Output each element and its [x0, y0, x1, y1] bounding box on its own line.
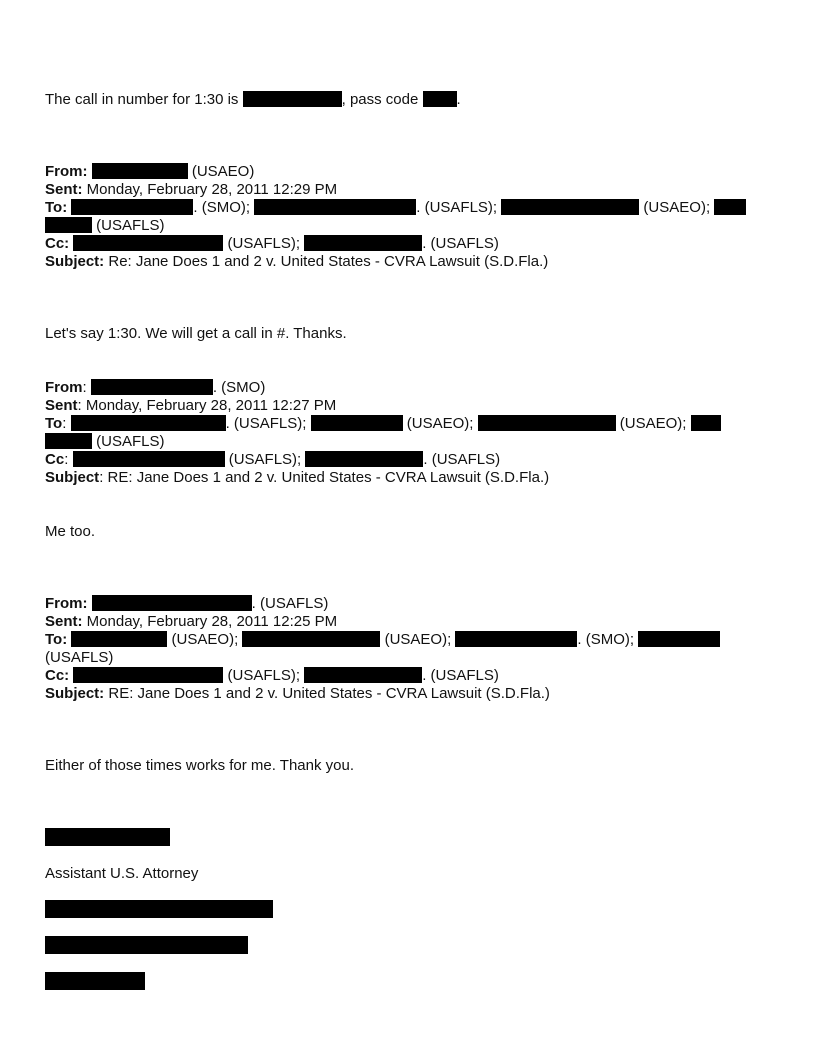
subject-label: Subject: [45, 469, 100, 486]
subject-value: RE: Jane Does 1 and 2 v. United States - CVRA Lawsuit (S.D.Fla.): [103, 469, 550, 486]
signature-redaction: [45, 972, 145, 990]
signature-name-redaction: [45, 828, 170, 846]
sent-line: [45, 613, 337, 631]
redaction-block: [45, 433, 92, 449]
label-colon: :: [62, 415, 67, 432]
to-recipient: . (SMO);: [577, 631, 635, 648]
sent-value: Monday, February 28, 2011 12:25 PM: [82, 613, 338, 630]
to-recipient: (USAEO);: [380, 631, 452, 648]
intro-text: The call in number for 1:30 is: [45, 91, 239, 108]
email-body-1: Let's say 1:30. We will get a call in #. Thanks.: [45, 325, 347, 342]
from-label: From: [45, 379, 83, 396]
cc-recipient: (USAFLS);: [223, 235, 301, 252]
from-line: [45, 379, 265, 397]
subject-value: RE: Jane Does 1 and 2 v. United States - CVRA Lawsuit (S.D.Fla.): [104, 685, 550, 702]
cc-recipient: . (USAFLS): [422, 667, 499, 684]
redaction-block: [714, 199, 746, 215]
redaction-block: [73, 235, 223, 251]
subject-label: Subject:: [45, 253, 105, 270]
redaction-block: [304, 235, 422, 251]
sent-label: Sent:: [45, 613, 83, 630]
from-label: From:: [45, 163, 88, 180]
from-org: . (SMO): [212, 379, 266, 396]
subject-value: Re: Jane Does 1 and 2 v. United States - CVRA Lawsuit (S.D.Fla.): [104, 253, 549, 270]
redaction-block: [92, 595, 252, 611]
redaction-block: [243, 91, 342, 107]
signature-title: Assistant U.S. Attorney: [45, 865, 199, 882]
label-colon: :: [99, 469, 104, 486]
from-label: From:: [45, 595, 88, 612]
redaction-block: [304, 667, 422, 683]
redaction-block: [478, 415, 616, 431]
intro-text: , pass code: [341, 91, 419, 108]
cc-recipient: . (USAFLS): [423, 451, 501, 468]
redaction-block: [455, 631, 577, 647]
cc-line: [45, 667, 499, 685]
to-recipient: (USAEO);: [639, 199, 711, 216]
to-recipient: (USAFLS): [92, 433, 165, 450]
to-line-cont: [45, 217, 165, 235]
cc-recipient: (USAFLS);: [224, 451, 302, 468]
to-recipient: . (SMO);: [193, 199, 251, 216]
sent-value: Monday, February 28, 2011 12:27 PM: [81, 397, 337, 414]
cc-label: Cc: [45, 451, 65, 468]
to-label: To:: [45, 199, 68, 216]
to-recipient: (USAFLS): [92, 217, 165, 234]
subject-label: Subject:: [45, 685, 105, 702]
to-line: [45, 199, 746, 217]
from-line: [45, 595, 328, 613]
redaction-block: [71, 199, 193, 215]
redaction-block: [242, 631, 380, 647]
sent-label: Sent:: [45, 181, 83, 198]
signature-redaction: [45, 900, 273, 918]
redaction-block: [254, 199, 416, 215]
cc-line: [45, 235, 499, 253]
from-line: [45, 163, 254, 181]
to-recipient: . (USAFLS);: [416, 199, 498, 216]
redaction-block: [45, 217, 92, 233]
label-colon: :: [77, 397, 82, 414]
redaction-block: [73, 451, 225, 467]
redaction-block: [91, 379, 213, 395]
intro-line: [45, 91, 461, 109]
email-body-2: Me too.: [45, 523, 96, 540]
to-recipient: (USAEO);: [167, 631, 239, 648]
cc-recipient: . (USAFLS): [422, 235, 499, 252]
sent-label: Sent: [45, 397, 78, 414]
to-line-cont: [45, 649, 113, 667]
signature-redaction: [45, 936, 248, 954]
redaction-block: [423, 91, 457, 107]
from-org: (USAEO): [187, 163, 255, 180]
intro-text: .: [456, 91, 461, 108]
to-line: [45, 631, 720, 649]
redaction-block: [311, 415, 403, 431]
to-label: To: [45, 415, 63, 432]
cc-recipient: (USAFLS);: [223, 667, 301, 684]
redaction-block: [638, 631, 720, 647]
redaction-block: [71, 415, 226, 431]
to-recipient: (USAFLS): [45, 649, 114, 666]
cc-label: Cc:: [45, 667, 70, 684]
to-line-cont: [45, 433, 165, 451]
sent-line: [45, 397, 336, 415]
email-body-3: Either of those times works for me. Thank you.: [45, 757, 355, 774]
redaction-block: [71, 631, 167, 647]
subject-line: [45, 469, 549, 487]
cc-line: [45, 451, 500, 469]
to-label: To:: [45, 631, 68, 648]
cc-label: Cc:: [45, 235, 70, 252]
label-colon: :: [82, 379, 87, 396]
subject-line: [45, 685, 550, 703]
redaction-block: [73, 667, 223, 683]
to-line: [45, 415, 721, 433]
subject-line: [45, 253, 548, 271]
redaction-block: [501, 199, 639, 215]
from-org: . (USAFLS): [251, 595, 329, 612]
redaction-block: [691, 415, 721, 431]
label-colon: :: [64, 451, 69, 468]
sent-value: Monday, February 28, 2011 12:29 PM: [82, 181, 338, 198]
to-recipient: . (USAFLS);: [225, 415, 307, 432]
to-recipient: (USAEO);: [402, 415, 474, 432]
sent-line: [45, 181, 337, 199]
to-recipient: (USAEO);: [615, 415, 687, 432]
redaction-block: [92, 163, 188, 179]
redaction-block: [305, 451, 423, 467]
